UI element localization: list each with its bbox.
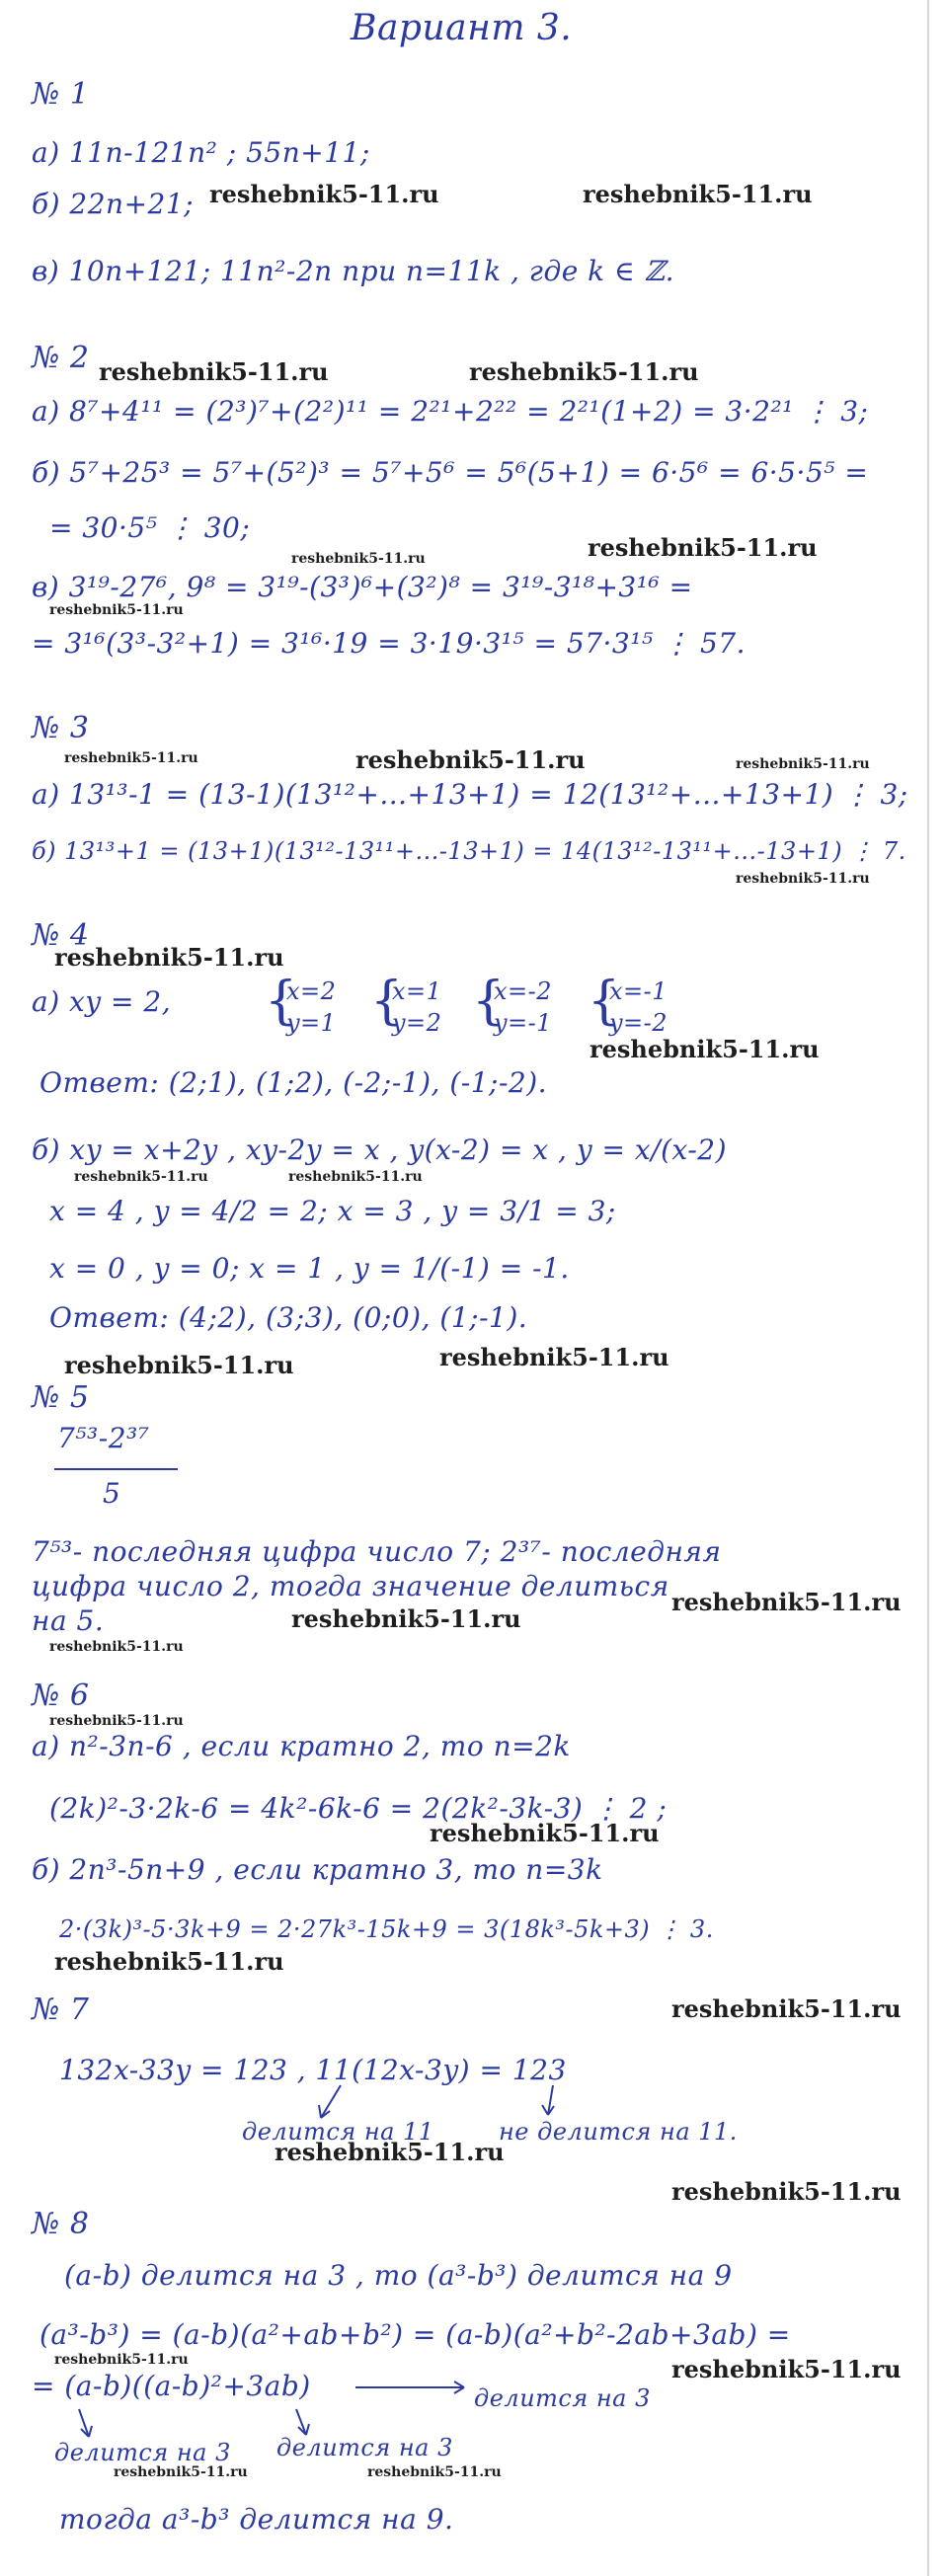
task-6-line-b2: 2·(3k)³-5·3k+9 = 2·27k³-15k+9 = 3(18k³-5k+3) ⋮ 3.	[59, 1915, 714, 1943]
system-eq-x: x=-2	[494, 977, 553, 1005]
task-4-line-a: а) xy = 2,	[32, 985, 172, 1018]
task-7-line-1: 132x-33y = 123 , 11(12x-3y) = 123	[59, 2054, 567, 2086]
watermark: reshebnik5-11.ru	[736, 756, 870, 772]
task-8-note-arrow: делится на 3	[474, 2384, 651, 2412]
task-2-line-c2: = 3¹⁶(3³-3²+1) = 3¹⁶·19 = 3·19·3¹⁵ = 57·3¹⁵ ⋮ 57.	[32, 627, 746, 660]
task-2-label: № 2	[32, 341, 90, 375]
watermark: reshebnik5-11.ru	[367, 2464, 502, 2480]
watermark: reshebnik5-11.ru	[74, 1169, 208, 1185]
task-5-fraction-bottom: 5	[103, 1477, 121, 1510]
system-brace: {	[588, 972, 621, 1031]
task-3-line-a: а) 13¹³-1 = (13-1)(13¹²+...+13+1) = 12(13¹²+...+13+1) ⋮ 3;	[32, 778, 908, 811]
task-4-line-b1: б) xy = x+2y , xy-2y = x , y(x-2) = x , y = x/(x-2)	[32, 1133, 728, 1166]
task-7-label: № 7	[32, 1992, 90, 2027]
watermark: reshebnik5-11.ru	[54, 943, 284, 972]
task-7-note-right: не делится на 11.	[499, 2118, 738, 2146]
watermark: reshebnik5-11.ru	[54, 2352, 189, 2368]
task-4-label: № 4	[32, 918, 90, 953]
watermark: reshebnik5-11.ru	[430, 1819, 660, 1847]
task-2-line-b2: = 30·5⁵ ⋮ 30;	[49, 511, 251, 544]
system-eq-x: x=-1	[609, 977, 668, 1005]
task-7-note-left: делится на 11	[242, 2118, 434, 2146]
system-eq-y: y=2	[392, 1009, 442, 1037]
watermark: reshebnik5-11.ru	[671, 2177, 902, 2206]
task-2-line-c1: в) 3¹⁹-27⁶, 9⁸ = 3¹⁹-(3³)⁶+(3²)⁸ = 3¹⁹-3¹⁸+3¹⁶ =	[32, 571, 693, 603]
watermark: reshebnik5-11.ru	[671, 1994, 902, 2023]
watermark: reshebnik5-11.ru	[49, 602, 184, 618]
task-5-text-1: 7⁵³- последняя цифра число 7; 2³⁷- последняя	[32, 1535, 722, 1568]
watermark: reshebnik5-11.ru	[114, 2464, 248, 2480]
task-5-text-2: цифра число 2, тогда значение делиться	[32, 1570, 669, 1602]
task-8-line-3: = (a-b)((a-b)²+3ab)	[32, 2370, 311, 2402]
task-6-line-b1: б) 2n³-5n+9 , если кратно 3, то n=3k	[32, 1853, 603, 1886]
task-3-label: № 3	[32, 711, 90, 745]
task-1-label: № 1	[32, 77, 90, 112]
watermark: reshebnik5-11.ru	[469, 357, 699, 386]
task-2-line-a: а) 8⁷+4¹¹ = (2³)⁷+(2²)¹¹ = 2²¹+2²² = 2²¹(1+2) = 3·2²¹ ⋮ 3;	[32, 395, 869, 428]
task-8-note-mid: делится на 3	[276, 2434, 453, 2461]
task-1-line-c: в) 10n+121; 11n²-2n при n=11k , где k ∈ ℤ.	[32, 255, 674, 287]
watermark: reshebnik5-11.ru	[291, 1604, 521, 1633]
watermark: reshebnik5-11.ru	[209, 180, 439, 208]
task-4-answer-b: Ответ: (4;2), (3;3), (0;0), (1;-1).	[49, 1301, 528, 1334]
page-title: Вариант 3.	[351, 8, 573, 48]
watermark: reshebnik5-11.ru	[99, 357, 329, 386]
task-8-line-1: (a-b) делится на 3 , то (a³-b³) делится на 9	[64, 2259, 733, 2292]
system-eq-y: y=1	[286, 1009, 337, 1037]
watermark: reshebnik5-11.ru	[275, 2138, 505, 2166]
system-eq-x: x=2	[286, 977, 337, 1005]
system-eq-x: x=1	[392, 977, 442, 1005]
task-5-fraction-top: 7⁵³-2³⁷	[57, 1422, 150, 1454]
task-4-answer-a: Ответ: (2;1), (1;2), (-2;-1), (-1;-2).	[39, 1066, 548, 1099]
watermark: reshebnik5-11.ru	[54, 1947, 284, 1976]
watermark: reshebnik5-11.ru	[671, 2355, 902, 2383]
task-1-line-a: а) 11n-121n² ; 55n+11;	[32, 136, 370, 169]
task-4-line-b3: x = 0 , y = 0; x = 1 , y = 1/(-1) = -1.	[49, 1252, 570, 1285]
watermark: reshebnik5-11.ru	[583, 180, 813, 208]
task-6-line-a1: а) n²-3n-6 , если кратно 2, то n=2k	[32, 1730, 571, 1762]
task-4-line-b2: x = 4 , y = 4/2 = 2; x = 3 , y = 3/1 = 3;	[49, 1195, 616, 1227]
task-8-note-left: делится на 3	[54, 2439, 231, 2466]
watermark: reshebnik5-11.ru	[671, 1588, 902, 1616]
task-6-line-a2: (2k)²-3·2k-6 = 4k²-6k-6 = 2(2k²-3k-3) ⋮ 2 ;	[49, 1792, 668, 1825]
task-6-label: № 6	[32, 1678, 90, 1713]
watermark: reshebnik5-11.ru	[64, 1351, 294, 1379]
watermark: reshebnik5-11.ru	[64, 750, 198, 766]
watermark: reshebnik5-11.ru	[291, 551, 426, 567]
system-brace: {	[265, 972, 298, 1031]
watermark: reshebnik5-11.ru	[439, 1343, 669, 1371]
task-8-conclusion: тогда a³-b³ делится на 9.	[59, 2503, 454, 2536]
system-eq-y: y=-2	[609, 1009, 668, 1037]
task-8-label: № 8	[32, 2207, 90, 2241]
task-8-line-2: (a³-b³) = (a-b)(a²+ab+b²) = (a-b)(a²+b²-2ab+3ab) =	[39, 2318, 791, 2351]
system-brace: {	[370, 972, 404, 1031]
task-5-label: № 5	[32, 1380, 90, 1415]
task-5-text-3: на 5.	[32, 1604, 105, 1637]
system-brace: {	[472, 972, 506, 1031]
watermark: reshebnik5-11.ru	[355, 745, 586, 774]
watermark: reshebnik5-11.ru	[49, 1713, 184, 1729]
watermark: reshebnik5-11.ru	[736, 871, 870, 887]
watermark: reshebnik5-11.ru	[288, 1169, 423, 1185]
arrow-7-left	[321, 2085, 341, 2118]
task-3-line-b: б) 13¹³+1 = (13+1)(13¹²-13¹¹+...-13+1) = 14(13¹²-13¹¹+...-13+1) ⋮ 7.	[32, 837, 906, 865]
system-eq-y: y=-1	[494, 1009, 553, 1037]
watermark: reshebnik5-11.ru	[49, 1639, 184, 1655]
task-2-line-b1: б) 5⁷+25³ = 5⁷+(5²)³ = 5⁷+5⁶ = 5⁶(5+1) = 6·5⁶ = 6·5·5⁵ =	[32, 456, 869, 489]
watermark: reshebnik5-11.ru	[588, 533, 818, 562]
task-1-line-b: б) 22n+21;	[32, 188, 195, 220]
watermark: reshebnik5-11.ru	[589, 1035, 820, 1063]
